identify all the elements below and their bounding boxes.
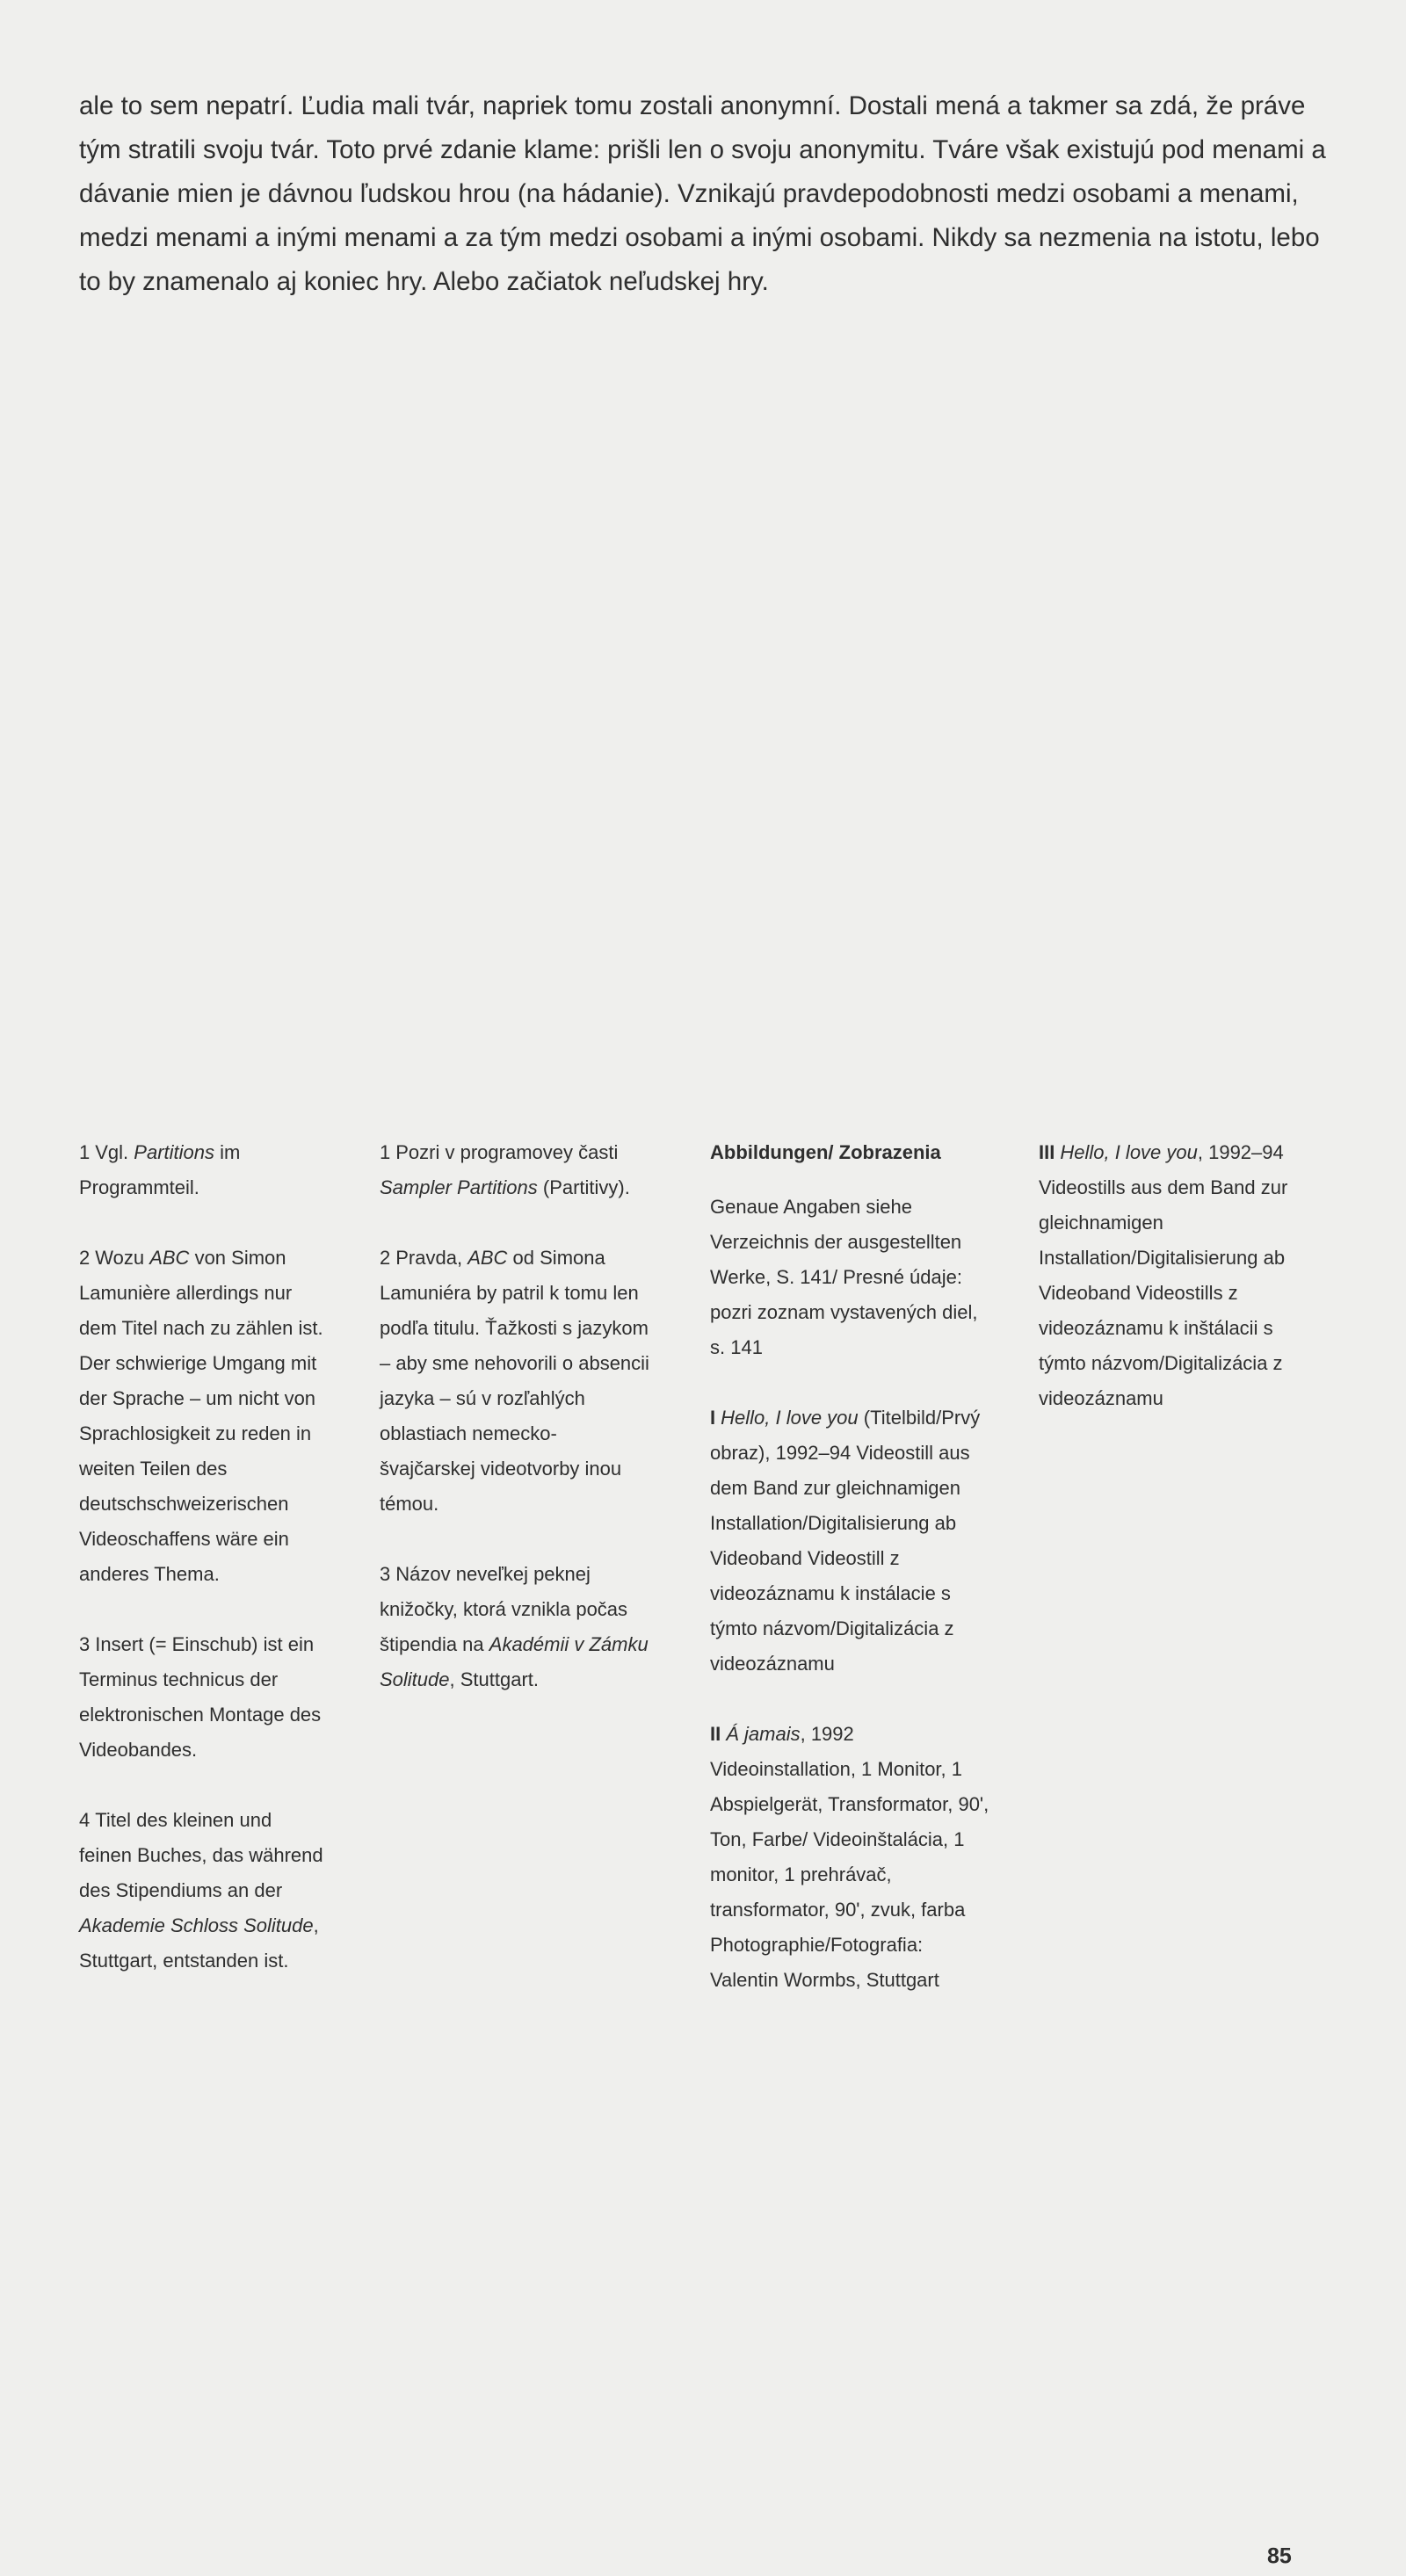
- footnote-sk-3: 3 Názov neveľkej peknej knižočky, ktorá vznikla počas štipendia na Akadémii v Zámku Solitude, Stuttgart.: [380, 1563, 649, 1690]
- footnotes-slovak: [380, 1135, 652, 1733]
- footnote-sk-1: 1 Pozri v programovey časti Sampler Partitions (Partitivy).: [380, 1141, 630, 1198]
- illustrations-column: [710, 1135, 991, 2033]
- footnote-de-4: 4 Titel des kleinen und feinen Buches, das während des Stipendiums an der Akademie Schloss Solitude, Stuttgart, entstanden ist.: [79, 1809, 323, 1972]
- page-number: 85: [1267, 2543, 1292, 2569]
- main-paragraph: ale to sem nepatrí. Ľudia mali tvár, napriek tomu zostali anonymní. Dostali mená a takmer sa zdá, že práve tým stratili svoju tvár. Toto prvé zdanie klame: prišli len o svoju anonymitu. Tváre však existujú pod menami a dávanie mien je dávnou ľudskou hrou (na hádanie). Vznikajú pravdepodobnosti medzi osobami a menami, medzi menami a inými menami a za tým medzi osobami a inými osobami. Nikdy sa nezmenia na istotu, lebo to by znamenalo aj koniec hry. Alebo začiatok neľudskej hry.: [79, 91, 1326, 296]
- footnote-de-2: 2 Wozu ABC von Simon Lamunière allerdings nur dem Titel nach zu zählen ist. Der schwierige Umgang mit der Sprache – um nicht von Sprachlosigkeit zu reden in weiten Teilen des deutschschweizerischen Videoschaffens wäre ein anderes Thema.: [79, 1247, 323, 1585]
- illustration-item-3: III Hello, I love you, 1992–94 Videostills aus dem Band zur gleichnamigen Installation/Digitalisierung ab Videoband Videostills z videozáznamu k inštálacii s týmto názvom/Digitalizácia z videozáznamu: [1039, 1141, 1288, 1409]
- illustrations-heading: Abbildungen/ Zobrazenia: [710, 1141, 941, 1163]
- illustration-item-2: II Á jamais, 1992 Videoinstallation, 1 Monitor, 1 Abspielgerät, Transformator, 90', Ton, Farbe/ Videoinštalácia, 1 monitor, 1 prehrávač, transformator, 90', zvuk, farba Photographie/Fotografia: Valentin Wormbs, Stuttgart: [710, 1723, 989, 1991]
- footnote-de-1: 1 Vgl. Partitions im Programmteil.: [79, 1141, 241, 1198]
- illustrations-intro: Genaue Angaben siehe Verzeichnis der ausgestellten Werke, S. 141/ Presné údaje: pozri zoznam vystavených diel, s. 141: [710, 1196, 978, 1358]
- body-text: [79, 84, 1327, 304]
- footnote-sk-2: 2 Pravda, ABC od Simona Lamuniéra by patril k tomu len podľa titulu. Ťažkosti s jazykom – aby sme nehovorili o absencii jazyka – sú v rozľahlých oblastiach nemecko-švajčarskej videotvorby inou témou.: [380, 1247, 649, 1515]
- illustrations-column-2: [1039, 1135, 1320, 1451]
- footnotes-german: [79, 1135, 330, 2014]
- illustration-item-1: I Hello, I love you (Titelbild/Prvý obraz), 1992–94 Videostill aus dem Band zur gleichnamigen Installation/Digitalisierung ab Videoband Videostill z videozáznamu k instálacie s týmto názvom/Digitalizácia z videozáznamu: [710, 1407, 981, 1675]
- footnote-de-3: 3 Insert (= Einschub) ist ein Terminus technicus der elektronischen Montage des Videobandes.: [79, 1633, 322, 1761]
